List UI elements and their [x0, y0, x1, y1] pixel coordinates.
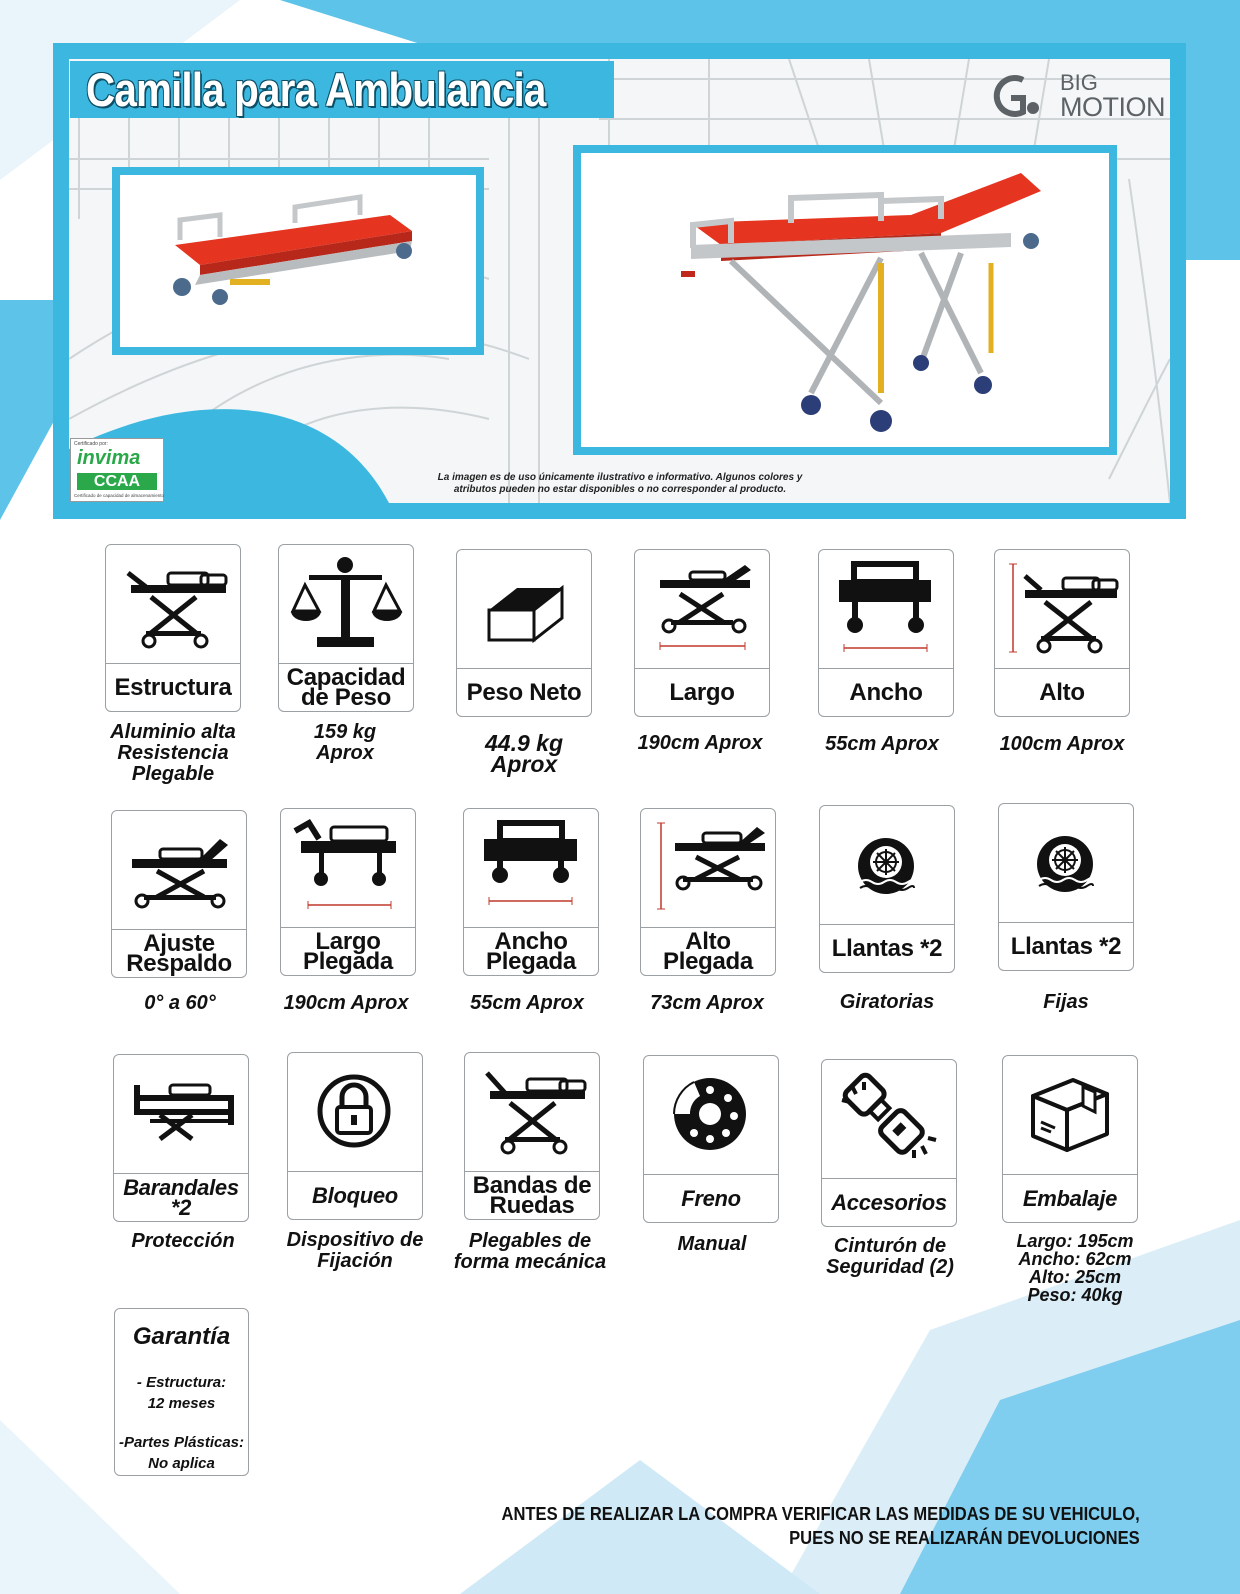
- folded-height-icon: [641, 809, 774, 927]
- feature-value-embalaje: [995, 1232, 1155, 1304]
- value-line: 190cm Aprox: [637, 732, 763, 754]
- feature-label: Freno: [644, 1174, 778, 1222]
- label-line: Plegada: [303, 947, 393, 975]
- value-line: Fijación: [317, 1250, 393, 1272]
- feature-card-alto-plegada: [640, 808, 776, 976]
- feature-card-llantas-giratorias: [819, 805, 955, 973]
- value-line: Ancho: 62cm: [1018, 1249, 1132, 1269]
- feature-card-estructura: [105, 544, 241, 712]
- value-line: Protección: [131, 1230, 235, 1252]
- brand-name-line2: MOTION: [1060, 92, 1165, 122]
- feature-label: Llantas *2: [999, 922, 1133, 970]
- feature-label: Bloqueo: [288, 1171, 422, 1219]
- brand-name-line1: BIG: [1060, 70, 1098, 95]
- feature-card-capacidad: [278, 544, 414, 712]
- feature-card-largo-plegada: [280, 808, 416, 976]
- feature-card-ancho-plegada: [463, 808, 599, 976]
- value-line: 55cm Aprox: [470, 992, 584, 1014]
- box-icon: [1003, 1056, 1136, 1174]
- feature-label: [114, 1173, 248, 1221]
- open-stretcher-image: [581, 153, 1109, 447]
- feature-value-ajuste-respaldo: [100, 993, 260, 1014]
- certification-badge: [70, 438, 164, 502]
- feature-value-capacidad: [270, 722, 420, 764]
- value-line: Aprox: [490, 751, 558, 777]
- seatbelt-icon: [822, 1060, 955, 1178]
- railing-icon: [114, 1055, 247, 1173]
- stretcher-width-icon: [819, 550, 952, 668]
- feature-label: Estructura: [106, 663, 240, 711]
- value-line: 100cm Aprox: [999, 733, 1125, 755]
- feature-value-largo-plegada: [266, 993, 426, 1014]
- value-line: Seguridad (2): [826, 1256, 954, 1278]
- label-line: Ajuste: [143, 929, 215, 957]
- feature-value-alto-plegada: [627, 993, 787, 1014]
- feature-label: Embalaje: [1003, 1174, 1137, 1222]
- feature-value-ancho: [802, 734, 962, 755]
- folded-length-icon: [281, 809, 414, 927]
- wheel-icon: [999, 804, 1132, 922]
- feature-label: [641, 927, 775, 975]
- value-line: 73cm Aprox: [650, 992, 764, 1014]
- value-line: Manual: [677, 1233, 747, 1255]
- value-line: 44.9 kg: [485, 730, 563, 756]
- feature-label: Accesorios: [822, 1178, 956, 1226]
- feature-value-llantas-giratorias: [807, 992, 967, 1013]
- feature-card-alto: [994, 549, 1130, 717]
- warranty-line-1: - Estructura:: [136, 1374, 227, 1391]
- value-line: Giratorias: [839, 991, 935, 1013]
- label-line: Alto: [685, 927, 731, 955]
- ccaa-badge: CCAA: [77, 473, 157, 490]
- feature-value-accesorios: [805, 1236, 975, 1278]
- backrest-icon: [112, 811, 245, 929]
- folded-width-icon: [464, 809, 597, 927]
- feature-card-llantas-fijas: [998, 803, 1134, 971]
- value-line: Alto: 25cm: [1028, 1267, 1122, 1287]
- invima-logo: invima: [77, 447, 141, 469]
- feature-value-estructura: [88, 722, 258, 785]
- scale-icon: [279, 545, 412, 663]
- feature-label: [112, 929, 246, 977]
- label-line: Plegada: [663, 947, 753, 975]
- feature-label: [465, 1171, 599, 1219]
- value-line: Resistencia: [117, 742, 229, 764]
- feature-label: Ancho: [819, 668, 953, 716]
- warranty-line-2: 12 meses: [147, 1395, 216, 1412]
- value-line: Largo: 195cm: [1016, 1231, 1134, 1251]
- stretcher-icon: [106, 545, 239, 663]
- feature-value-bandas-ruedas: [440, 1231, 620, 1273]
- feature-value-ancho-plegada: [447, 993, 607, 1014]
- stretcher-folded-photo: [112, 167, 484, 355]
- wheel-icon: [820, 806, 953, 924]
- value-line: forma mecánica: [453, 1251, 607, 1273]
- feature-label: [279, 663, 413, 711]
- feature-card-embalaje: [1002, 1055, 1138, 1223]
- certification-caption-top: Certificado por:: [74, 441, 108, 447]
- label-line: Barandales: [123, 1174, 239, 1200]
- label-line: Respaldo: [126, 949, 232, 977]
- feature-card-freno: [643, 1055, 779, 1223]
- label-line: Ancho: [494, 927, 568, 955]
- weight-block-icon: [457, 550, 590, 668]
- warning-line-1: ANTES DE REALIZAR LA COMPRA VERIFICAR LAS MEDIDAS DE SU VEHICULO,: [501, 1504, 1140, 1524]
- warranty-title: Garantía: [132, 1323, 231, 1350]
- value-line: Fijas: [1043, 991, 1089, 1013]
- brake-disc-icon: [644, 1056, 777, 1174]
- value-line: Plegable: [131, 763, 215, 785]
- value-line: 190cm Aprox: [283, 992, 409, 1014]
- folded-stretcher-image: [120, 175, 476, 347]
- feature-label: Largo: [635, 668, 769, 716]
- stretcher-length-icon: [635, 550, 768, 668]
- disclaimer-line-1: La imagen es de uso únicamente ilustrativo e informativo. Algunos colores y: [437, 472, 803, 483]
- brand-logo-icon: [985, 72, 1045, 122]
- value-line: Dispositivo de: [286, 1229, 424, 1251]
- certification-caption-bottom: Certificado de capacidad de almacenamiento: [74, 493, 165, 498]
- label-line: de Peso: [301, 683, 391, 711]
- disclaimer-line-2: atributos pueden no estar disponibles o no corresponder al producto.: [453, 484, 787, 495]
- feature-value-peso-neto: [449, 730, 599, 777]
- feature-value-alto: [982, 734, 1142, 755]
- label-line: Largo: [315, 927, 381, 955]
- lock-icon: [288, 1053, 421, 1171]
- feature-card-barandales: [113, 1054, 249, 1222]
- value-line: Cinturón de: [833, 1235, 947, 1257]
- feature-label: [464, 927, 598, 975]
- feature-card-ancho: [818, 549, 954, 717]
- feature-label: [281, 927, 415, 975]
- feature-label: Alto: [995, 668, 1129, 716]
- label-line: Plegada: [486, 947, 576, 975]
- value-line: Aprox: [316, 742, 374, 764]
- image-disclaimer: [420, 472, 820, 496]
- stretcher-open-photo: [573, 145, 1117, 455]
- value-line: 159 kg: [313, 721, 377, 743]
- purchase-warning: [502, 1502, 1140, 1550]
- value-line: Aluminio alta: [110, 721, 236, 743]
- warranty-line-4: No aplica: [148, 1455, 215, 1472]
- value-line: Peso: 40kg: [1027, 1285, 1123, 1305]
- feature-value-largo: [620, 733, 780, 754]
- feature-card-bandas-ruedas: [464, 1052, 600, 1220]
- feature-label: Peso Neto: [457, 668, 591, 716]
- feature-card-bloqueo: [287, 1052, 423, 1220]
- value-line: Plegables de: [468, 1230, 592, 1252]
- feature-card-ajuste-respaldo: [111, 810, 247, 978]
- warning-line-2: PUES NO SE REALIZARÁN DEVOLUCIONES: [789, 1528, 1140, 1548]
- label-line: *2: [170, 1194, 192, 1220]
- warranty-card: [114, 1308, 249, 1476]
- label-line: Ruedas: [489, 1191, 575, 1219]
- page-title: Camilla para Ambulancia: [86, 63, 546, 116]
- feature-card-peso-neto: [456, 549, 592, 717]
- feature-value-llantas-fijas: [986, 992, 1146, 1013]
- warranty-line-3: -Partes Plásticas:: [118, 1434, 245, 1451]
- feature-card-accesorios: [821, 1059, 957, 1227]
- value-line: 0° a 60°: [144, 992, 216, 1014]
- label-line: Bandas de: [472, 1171, 592, 1199]
- label-line: Capacidad: [286, 663, 406, 691]
- feature-value-barandales: [103, 1231, 263, 1252]
- stretcher-icon: [465, 1053, 598, 1171]
- feature-label: Llantas *2: [820, 924, 954, 972]
- feature-value-freno: [632, 1234, 792, 1255]
- feature-value-bloqueo: [275, 1230, 435, 1272]
- feature-card-largo: [634, 549, 770, 717]
- value-line: 55cm Aprox: [825, 733, 939, 755]
- stretcher-height-icon: [995, 550, 1128, 668]
